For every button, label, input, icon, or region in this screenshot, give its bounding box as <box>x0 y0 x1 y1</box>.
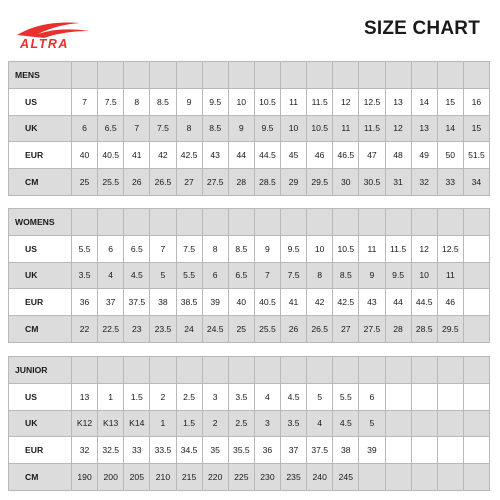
table-cell: 2.5 <box>176 383 202 410</box>
table-cell: 2 <box>150 383 176 410</box>
table-cell: 5.5 <box>72 235 98 262</box>
junior-section-header-row <box>9 357 490 384</box>
table-cell <box>437 464 463 491</box>
table-cell: 35 <box>202 437 228 464</box>
table-cell: 35.5 <box>228 437 254 464</box>
table-row <box>9 169 490 196</box>
table-cell: 26 <box>124 169 150 196</box>
table-cell <box>228 357 254 384</box>
row-label: CM <box>9 316 72 343</box>
table-cell <box>150 62 176 89</box>
altra-logo <box>14 18 110 50</box>
table-cell: 7.5 <box>98 88 124 115</box>
table-cell <box>463 316 489 343</box>
table-cell: 9.5 <box>254 115 280 142</box>
table-cell: 210 <box>150 464 176 491</box>
table-cell: 9.5 <box>281 235 307 262</box>
table-cell: 1.5 <box>124 383 150 410</box>
table-cell: 24 <box>176 316 202 343</box>
table-row <box>9 142 490 169</box>
table-cell <box>98 62 124 89</box>
table-cell: 3.5 <box>281 410 307 437</box>
row-label: US <box>9 383 72 410</box>
table-cell: 27.5 <box>202 169 228 196</box>
table-cell: 42.5 <box>176 142 202 169</box>
row-label: UK <box>9 262 72 289</box>
table-cell <box>385 62 411 89</box>
table-cell: 40 <box>72 142 98 169</box>
table-cell <box>333 357 359 384</box>
table-cell: 37 <box>281 437 307 464</box>
table-cell: 29 <box>281 169 307 196</box>
table-cell: 3 <box>202 383 228 410</box>
table-cell: 44 <box>228 142 254 169</box>
table-cell: 10 <box>411 262 437 289</box>
section-label: WOMENS <box>9 209 72 236</box>
table-cell: 225 <box>228 464 254 491</box>
table-cell <box>359 357 385 384</box>
table-cell: 30.5 <box>359 169 385 196</box>
row-label: EUR <box>9 142 72 169</box>
table-cell <box>411 383 437 410</box>
table-cell <box>411 209 437 236</box>
table-cell <box>202 357 228 384</box>
table-cell: 8.5 <box>333 262 359 289</box>
table-cell: 4 <box>254 383 280 410</box>
table-cell: 43 <box>359 289 385 316</box>
table-cell: 33.5 <box>150 437 176 464</box>
table-row <box>9 464 490 491</box>
table-cell: 29.5 <box>437 316 463 343</box>
table-cell: 230 <box>254 464 280 491</box>
table-cell: 9.5 <box>385 262 411 289</box>
table-cell <box>281 62 307 89</box>
table-cell: 11.5 <box>385 235 411 262</box>
page-title: SIZE CHART <box>364 18 480 39</box>
table-cell: 24.5 <box>202 316 228 343</box>
table-cell <box>437 383 463 410</box>
table-cell <box>98 357 124 384</box>
table-cell: 38.5 <box>176 289 202 316</box>
table-cell: 36 <box>72 289 98 316</box>
table-cell <box>437 437 463 464</box>
section-label: MENS <box>9 62 72 89</box>
table-cell <box>150 209 176 236</box>
table-cell <box>411 357 437 384</box>
table-cell: 34 <box>463 169 489 196</box>
table-cell: 26.5 <box>150 169 176 196</box>
table-cell <box>176 62 202 89</box>
table-cell: 200 <box>98 464 124 491</box>
table-cell: 4 <box>307 410 333 437</box>
table-cell <box>463 262 489 289</box>
table-cell <box>124 357 150 384</box>
table-cell: 51.5 <box>463 142 489 169</box>
table-cell: 25 <box>228 316 254 343</box>
table-row <box>9 437 490 464</box>
table-cell: 32 <box>72 437 98 464</box>
table-row <box>9 88 490 115</box>
table-cell <box>176 209 202 236</box>
table-cell: 10 <box>307 235 333 262</box>
table-cell: 1 <box>98 383 124 410</box>
table-cell <box>463 464 489 491</box>
table-cell: 10 <box>281 115 307 142</box>
table-cell <box>359 209 385 236</box>
womens-section-header-row <box>9 209 490 236</box>
table-cell <box>463 357 489 384</box>
table-cell: 27 <box>333 316 359 343</box>
table-cell <box>228 209 254 236</box>
table-cell: 1.5 <box>176 410 202 437</box>
table-cell: 32.5 <box>98 437 124 464</box>
table-cell: 10 <box>228 88 254 115</box>
table-cell: 39 <box>202 289 228 316</box>
table-cell: 37 <box>98 289 124 316</box>
table-cell: 8.5 <box>202 115 228 142</box>
table-cell: 8 <box>202 235 228 262</box>
table-cell: 12 <box>333 88 359 115</box>
table-cell: 47 <box>359 142 385 169</box>
table-cell <box>463 437 489 464</box>
table-cell: 13 <box>72 383 98 410</box>
table-cell: 8.5 <box>228 235 254 262</box>
table-cell: 32 <box>411 169 437 196</box>
table-cell <box>307 209 333 236</box>
table-cell <box>463 62 489 89</box>
table-cell: 46.5 <box>333 142 359 169</box>
table-cell: 245 <box>333 464 359 491</box>
table-cell <box>150 357 176 384</box>
table-cell: 2 <box>202 410 228 437</box>
table-cell: 13 <box>411 115 437 142</box>
table-row <box>9 316 490 343</box>
table-cell: 7 <box>150 235 176 262</box>
table-cell: 7.5 <box>150 115 176 142</box>
table-cell <box>281 357 307 384</box>
mens-size-table <box>8 61 490 196</box>
logo-swoosh <box>17 23 90 39</box>
table-cell: 5.5 <box>333 383 359 410</box>
table-cell: 25 <box>72 169 98 196</box>
table-cell <box>385 383 411 410</box>
row-label: UK <box>9 410 72 437</box>
section-label: JUNIOR <box>9 357 72 384</box>
table-cell: 6.5 <box>124 235 150 262</box>
table-cell: 7 <box>254 262 280 289</box>
table-cell <box>437 357 463 384</box>
table-cell <box>463 383 489 410</box>
table-cell: 27.5 <box>359 316 385 343</box>
table-cell: 11.5 <box>359 115 385 142</box>
table-row <box>9 410 490 437</box>
table-cell: 4 <box>98 262 124 289</box>
table-cell: 46 <box>437 289 463 316</box>
table-cell: 38 <box>150 289 176 316</box>
table-cell: 15 <box>463 115 489 142</box>
womens-size-table <box>8 208 490 343</box>
table-cell: 5 <box>359 410 385 437</box>
table-cell: 28.5 <box>411 316 437 343</box>
table-cell: 42 <box>150 142 176 169</box>
table-cell: 36 <box>254 437 280 464</box>
table-cell: 25.5 <box>98 169 124 196</box>
table-cell: 4.5 <box>281 383 307 410</box>
table-cell: 37.5 <box>307 437 333 464</box>
table-cell: 22.5 <box>98 316 124 343</box>
table-cell: 190 <box>72 464 98 491</box>
table-cell: 28 <box>385 316 411 343</box>
table-cell <box>359 464 385 491</box>
table-cell <box>202 209 228 236</box>
table-cell: K14 <box>124 410 150 437</box>
table-cell: 33 <box>437 169 463 196</box>
table-cell: 11 <box>333 115 359 142</box>
table-cell: 6.5 <box>98 115 124 142</box>
table-cell: 5 <box>307 383 333 410</box>
table-cell: 9 <box>228 115 254 142</box>
table-cell <box>124 62 150 89</box>
table-cell: 25.5 <box>254 316 280 343</box>
table-row <box>9 383 490 410</box>
row-label: US <box>9 88 72 115</box>
table-cell: 4.5 <box>333 410 359 437</box>
table-cell: 8 <box>124 88 150 115</box>
table-cell: 12 <box>385 115 411 142</box>
table-cell: 30 <box>333 169 359 196</box>
header <box>0 0 500 62</box>
table-cell <box>385 464 411 491</box>
table-cell: 205 <box>124 464 150 491</box>
table-cell <box>281 209 307 236</box>
table-cell: 3.5 <box>228 383 254 410</box>
table-cell: 40.5 <box>98 142 124 169</box>
table-cell: 7.5 <box>281 262 307 289</box>
table-cell: 34.5 <box>176 437 202 464</box>
table-cell <box>463 289 489 316</box>
table-cell: 5 <box>150 262 176 289</box>
table-cell <box>307 357 333 384</box>
table-cell: 48 <box>385 142 411 169</box>
table-cell: 23 <box>124 316 150 343</box>
table-cell: 7 <box>124 115 150 142</box>
table-cell <box>385 357 411 384</box>
table-cell <box>385 209 411 236</box>
table-cell: 45 <box>281 142 307 169</box>
table-row <box>9 235 490 262</box>
table-cell: 240 <box>307 464 333 491</box>
table-cell: 15 <box>437 88 463 115</box>
table-cell <box>437 410 463 437</box>
table-cell <box>254 357 280 384</box>
table-cell: 11 <box>437 262 463 289</box>
table-cell: 235 <box>281 464 307 491</box>
table-cell: 2.5 <box>228 410 254 437</box>
table-cell: 31 <box>385 169 411 196</box>
table-cell: 23.5 <box>150 316 176 343</box>
table-cell: 8 <box>307 262 333 289</box>
table-cell <box>72 357 98 384</box>
table-cell: 14 <box>437 115 463 142</box>
row-label: US <box>9 235 72 262</box>
table-cell: 1 <box>150 410 176 437</box>
table-cell: 215 <box>176 464 202 491</box>
row-label: CM <box>9 169 72 196</box>
table-cell: 37.5 <box>124 289 150 316</box>
table-cell <box>333 209 359 236</box>
row-label: EUR <box>9 289 72 316</box>
table-cell <box>411 410 437 437</box>
junior-size-table <box>8 356 490 491</box>
table-cell <box>228 62 254 89</box>
table-cell: 8.5 <box>150 88 176 115</box>
table-cell: 5.5 <box>176 262 202 289</box>
table-cell <box>72 62 98 89</box>
table-cell: 41 <box>124 142 150 169</box>
table-cell <box>307 62 333 89</box>
table-row <box>9 115 490 142</box>
table-cell: 11 <box>281 88 307 115</box>
row-label: EUR <box>9 437 72 464</box>
table-cell: 3.5 <box>72 262 98 289</box>
table-cell: 9.5 <box>202 88 228 115</box>
table-cell: 10.5 <box>254 88 280 115</box>
table-cell: 40 <box>228 289 254 316</box>
table-cell <box>437 209 463 236</box>
table-cell: 44 <box>385 289 411 316</box>
table-cell: 13 <box>385 88 411 115</box>
table-cell: 12.5 <box>359 88 385 115</box>
table-cell <box>359 62 385 89</box>
table-cell <box>385 437 411 464</box>
table-cell: 29.5 <box>307 169 333 196</box>
table-cell: 26 <box>281 316 307 343</box>
table-cell: 42.5 <box>333 289 359 316</box>
table-cell: 6 <box>202 262 228 289</box>
table-cell: 33 <box>124 437 150 464</box>
table-cell: 6 <box>72 115 98 142</box>
table-cell: 44.5 <box>254 142 280 169</box>
table-cell: 46 <box>307 142 333 169</box>
table-cell <box>411 62 437 89</box>
table-cell: 40.5 <box>254 289 280 316</box>
table-cell <box>385 410 411 437</box>
table-cell: 26.5 <box>307 316 333 343</box>
table-cell: 49 <box>411 142 437 169</box>
table-cell <box>254 62 280 89</box>
table-cell: 9 <box>176 88 202 115</box>
table-cell <box>463 235 489 262</box>
table-cell: K13 <box>98 410 124 437</box>
table-cell <box>463 410 489 437</box>
table-cell: 6 <box>359 383 385 410</box>
table-cell: 43 <box>202 142 228 169</box>
table-cell: 28 <box>228 169 254 196</box>
table-cell <box>98 209 124 236</box>
table-cell: 7 <box>72 88 98 115</box>
table-cell: 6 <box>98 235 124 262</box>
table-cell: 16 <box>463 88 489 115</box>
table-cell: 14 <box>411 88 437 115</box>
mens-section-header-row <box>9 62 490 89</box>
table-cell: 10.5 <box>307 115 333 142</box>
row-label: UK <box>9 115 72 142</box>
table-cell: 220 <box>202 464 228 491</box>
table-cell: 12 <box>411 235 437 262</box>
table-cell: 39 <box>359 437 385 464</box>
table-cell: 6.5 <box>228 262 254 289</box>
table-row <box>9 262 490 289</box>
table-cell: 11 <box>359 235 385 262</box>
table-cell: 38 <box>333 437 359 464</box>
table-cell <box>411 437 437 464</box>
table-cell: 44.5 <box>411 289 437 316</box>
table-cell: 4.5 <box>124 262 150 289</box>
row-label: CM <box>9 464 72 491</box>
table-cell <box>333 62 359 89</box>
table-cell: K12 <box>72 410 98 437</box>
table-cell: 11.5 <box>307 88 333 115</box>
table-cell <box>463 209 489 236</box>
table-cell: 3 <box>254 410 280 437</box>
table-cell: 9 <box>359 262 385 289</box>
table-row <box>9 289 490 316</box>
table-cell: 42 <box>307 289 333 316</box>
table-cell <box>124 209 150 236</box>
table-cell <box>176 357 202 384</box>
table-cell: 8 <box>176 115 202 142</box>
table-cell <box>437 62 463 89</box>
table-cell <box>72 209 98 236</box>
table-cell <box>411 464 437 491</box>
table-cell <box>254 209 280 236</box>
table-cell: 41 <box>281 289 307 316</box>
table-cell: 7.5 <box>176 235 202 262</box>
table-cell: 10.5 <box>333 235 359 262</box>
logo-wordmark: ALTRA <box>20 37 69 50</box>
table-cell: 28.5 <box>254 169 280 196</box>
table-cell: 9 <box>254 235 280 262</box>
table-cell: 27 <box>176 169 202 196</box>
table-cell <box>202 62 228 89</box>
table-cell: 12.5 <box>437 235 463 262</box>
table-cell: 50 <box>437 142 463 169</box>
table-cell: 22 <box>72 316 98 343</box>
